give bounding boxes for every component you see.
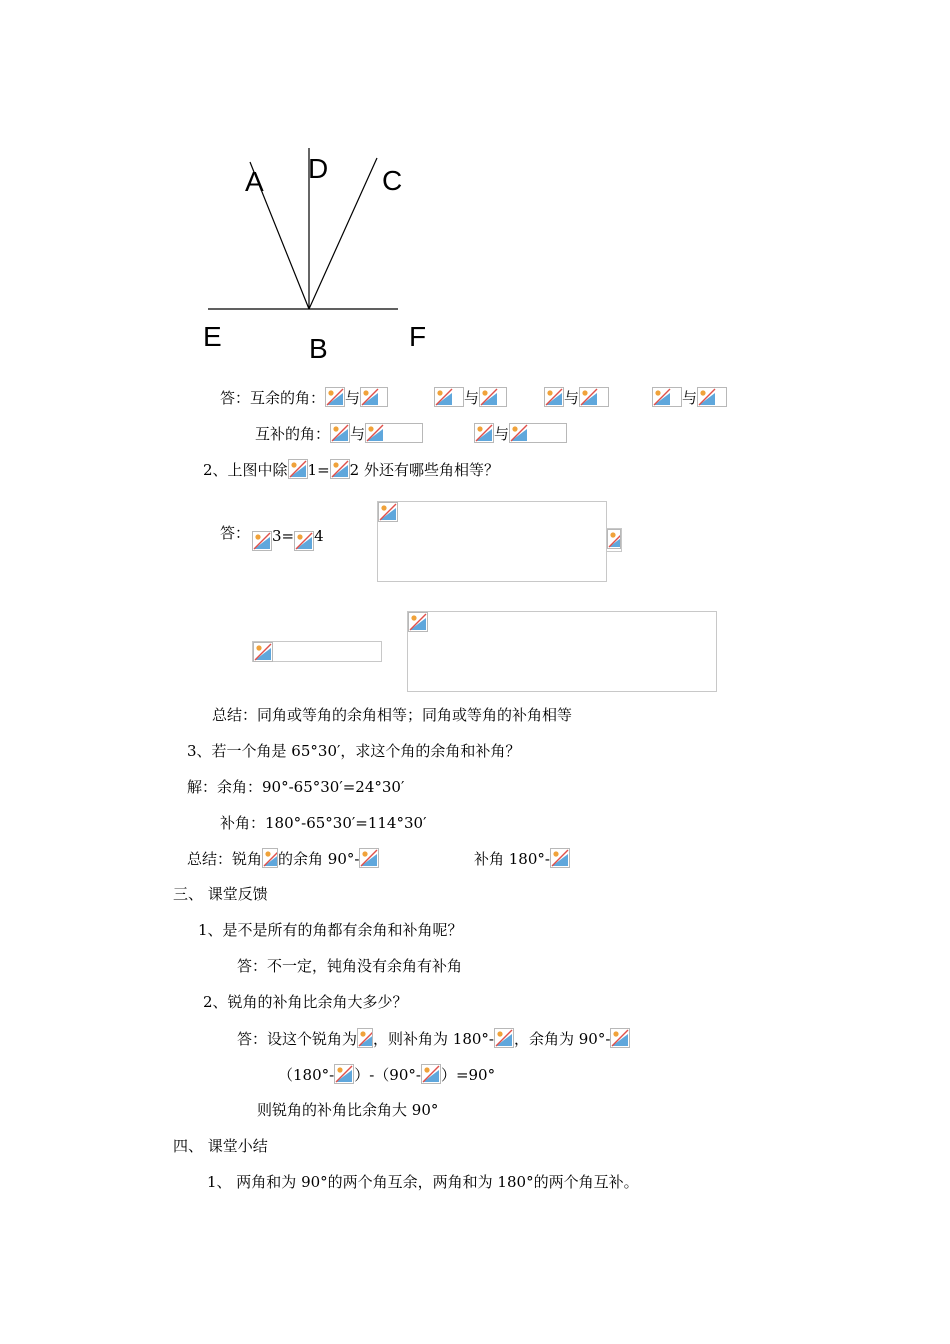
broken-image-icon <box>509 423 567 443</box>
section-3-title: 三、 课堂反馈 <box>173 885 268 903</box>
feedback-conclusion: 则锐角的补角比余角大 90° <box>257 1101 439 1119</box>
complementary-pair-3 <box>544 387 609 407</box>
answer-2-eq <box>252 527 324 551</box>
summary-2-b: 的余角 90°- <box>278 850 360 868</box>
broken-image-icon <box>479 387 507 407</box>
broken-image-icon <box>330 423 350 443</box>
broken-image-icon <box>610 1028 630 1048</box>
question-2-text-a: 2、上图中除 <box>203 461 288 479</box>
complementary-line <box>220 387 388 407</box>
feedback-calc-b: ）-（90°- <box>354 1066 421 1084</box>
broken-image-icon <box>357 1028 373 1048</box>
feedback-q2: 2、锐角的补角比余角大多少？ <box>203 993 408 1011</box>
broken-image-icon <box>262 848 278 868</box>
summary-1: 总结：同角或等角的余角相等；同角或等角的补角相等 <box>212 706 573 724</box>
with-word: 与 <box>464 389 480 407</box>
solution-complement: 解：余角：90°-65°30′=24°30′ <box>187 778 405 796</box>
image-frame-2 <box>606 528 622 552</box>
broken-image-icon <box>607 529 621 549</box>
feedback-a2 <box>237 1028 630 1048</box>
broken-image-icon <box>330 459 350 479</box>
label-A: A <box>245 166 264 197</box>
broken-image-icon <box>294 531 314 551</box>
broken-image-icon <box>494 1028 514 1048</box>
with-word: 与 <box>564 389 580 407</box>
feedback-calc-c: ）=90° <box>440 1066 496 1084</box>
answer-2-n4: 4 <box>314 527 324 545</box>
broken-image-icon <box>434 387 464 407</box>
solution-supplement: 补角：180°-65°30′=114°30′ <box>220 814 427 832</box>
label-F: F <box>409 321 427 352</box>
summary-2-a: 总结：锐角 <box>187 850 263 868</box>
summary-2-c: 补角 180°- <box>474 850 550 868</box>
label-E: E <box>203 321 222 352</box>
complementary-pair-4 <box>652 387 727 407</box>
broken-image-icon <box>579 387 609 407</box>
with-word: 与 <box>350 425 366 443</box>
broken-image-icon <box>253 642 273 662</box>
complementary-pair-2 <box>434 387 507 407</box>
question-2-text-b: 1= <box>307 461 330 479</box>
feedback-a2-c: ，余角为 90°- <box>513 1030 611 1048</box>
broken-image-icon <box>288 459 308 479</box>
label-B: B <box>309 333 328 364</box>
supplementary-prefix: 互补的角： <box>255 425 331 443</box>
feedback-calc-a: （180°- <box>278 1066 335 1084</box>
summary-2-supp <box>474 848 570 868</box>
broken-image-icon <box>652 387 682 407</box>
label-C: C <box>382 165 403 196</box>
answer-2-n3: 3= <box>272 527 295 545</box>
feedback-calc <box>278 1064 495 1084</box>
with-word: 与 <box>494 425 510 443</box>
angle-figure <box>0 0 950 400</box>
broken-image-icon <box>550 848 570 868</box>
question-3: 3、若一个角是 65°30′，求这个角的余角和补角？ <box>187 742 521 760</box>
broken-image-icon <box>474 423 494 443</box>
summary-item-1: 1、 两角和为 90°的两个角互余，两角和为 180°的两个角互补。 <box>207 1173 639 1191</box>
summary-2 <box>187 848 379 868</box>
with-word: 与 <box>682 389 698 407</box>
image-frame-4 <box>252 641 382 662</box>
broken-image-icon <box>697 387 727 407</box>
section-4-title: 四、 课堂小结 <box>173 1137 268 1155</box>
with-word: 与 <box>345 389 361 407</box>
broken-image-icon <box>408 612 428 632</box>
broken-image-icon <box>334 1064 354 1084</box>
broken-image-icon <box>365 423 423 443</box>
feedback-a1: 答：不一定，钝角没有余角有补角 <box>237 957 463 975</box>
broken-image-icon <box>421 1064 441 1084</box>
supplementary-pair-2 <box>474 423 567 443</box>
supplementary-line <box>255 423 423 443</box>
image-frame-3 <box>407 611 717 692</box>
broken-image-icon <box>252 531 272 551</box>
label-D: D <box>308 153 329 184</box>
broken-image-icon <box>378 502 398 522</box>
broken-image-icon <box>325 387 345 407</box>
image-frame-1 <box>377 501 607 582</box>
question-2-text-c: 2 外还有哪些角相等？ <box>349 461 499 479</box>
feedback-a2-a: 答：设这个锐角为 <box>237 1030 358 1048</box>
question-2 <box>203 459 499 479</box>
broken-image-icon <box>360 387 388 407</box>
broken-image-icon <box>544 387 564 407</box>
feedback-a2-b: ，则补角为 180°- <box>373 1030 494 1048</box>
feedback-q1: 1、是不是所有的角都有余角和补角呢？ <box>198 921 463 939</box>
answer-2-label: 答： <box>220 524 251 542</box>
broken-image-icon <box>359 848 379 868</box>
complementary-prefix: 答：互余的角： <box>220 389 326 407</box>
